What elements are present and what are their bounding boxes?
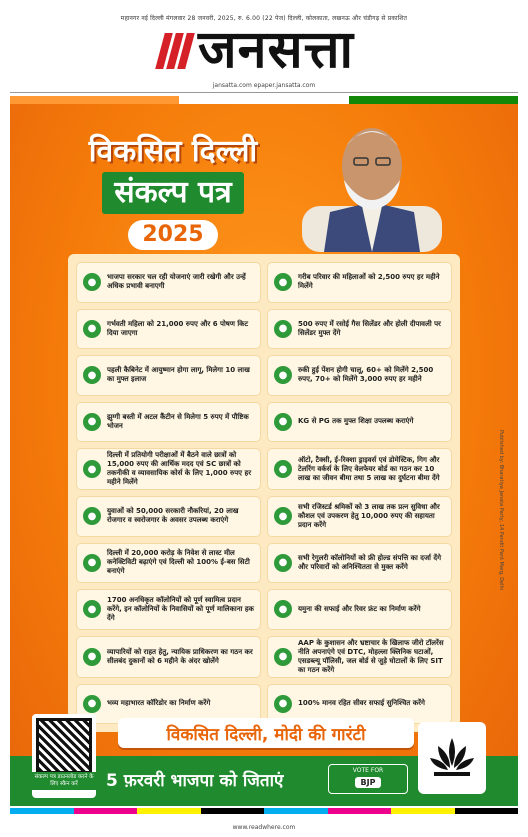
promise-card	[267, 448, 452, 490]
promise-icon: ●	[274, 413, 292, 431]
promise-text: KG से PG तक मुफ्त शिक्षा उपलब्ध कराएंगे	[298, 417, 414, 426]
promise-card	[267, 543, 452, 584]
promise-text: 100% मानव रहित सीवर सफाई सुनिश्चित करेंगे	[298, 699, 425, 708]
ad-year: 2025	[128, 220, 217, 250]
promise-icon: ●	[274, 320, 292, 338]
masthead-dateline: महानगर नई दिल्ली मंगलवार 28 जनवरी, 2025, रु. 6.00 (22 पेज) दिल्ली, कोलकाता, लखनऊ और चंडीगढ़ से प्रकाशित	[120, 15, 408, 22]
qr-caption: संकल्प पत्र डाउनलोड करने के लिए स्कैन करें	[32, 772, 96, 790]
promise-text: व्यापारियों को राहत हेतु, न्यायिक प्राधिकरण का गठन कर सीलबंद दुकानों को 6 महीने के अंदर खोलेंगे	[107, 647, 253, 665]
promise-icon: ●	[83, 413, 101, 431]
promise-card	[76, 448, 261, 490]
promise-text: झुग्गी बस्ती में अटल कैंटीन से मिलेगा 5 रुपए में पौष्टिक भोजन	[107, 412, 249, 430]
promise-icon: ●	[274, 507, 292, 525]
promise-card	[76, 402, 261, 443]
masthead-title: जनसत्ता	[198, 19, 354, 80]
vote-for-party: BJP	[355, 777, 382, 788]
lotus-logo	[418, 722, 486, 794]
promise-card	[267, 309, 452, 350]
leader-portrait	[292, 110, 452, 252]
promise-card	[76, 355, 261, 396]
promise-icon: ●	[83, 460, 101, 478]
promise-icon: ●	[83, 320, 101, 338]
masthead-url: jansatta.com epaper.jansatta.com	[212, 82, 316, 89]
ad-title-line1: विकसित दिल्ली	[88, 134, 258, 169]
qr-pattern	[36, 718, 92, 774]
masthead-logo	[160, 19, 422, 80]
bjp-advertisement	[10, 96, 518, 806]
promise-text: 1700 अनधिकृत कॉलोनियों को पूर्ण स्वामित्व प्रदान करेंगे, इन कॉलोनियों के निवासियों को पूर्ण मालिकाना हक देंगे	[107, 595, 254, 622]
promise-text: भाजपा सरकार चल रही योजनाएं जारी रखेगी और उन्हें अधिक प्रभावी बनाएगी	[107, 273, 246, 291]
masthead-divider	[10, 92, 518, 93]
promise-icon: ●	[83, 554, 101, 572]
promise-icon: ●	[83, 366, 101, 384]
promise-text: ऑटो, टैक्सी, ई-रिक्शा ड्राइवर्स एवं डोमेस्टिक, गिग और टेलरिंग वर्कर्स के लिए वेलफेयर बोर्ड का गठन कर 10 लाख का जीवन बीमा तथा 5 लाख का दुर्घटना बीमा देंगे	[298, 455, 440, 482]
lotus-icon	[426, 732, 478, 784]
promise-text: 500 रुपए में रसोई गैस सिलेंडर और होली दीपावली पर सिलेंडर मुफ्त देंगे	[298, 319, 441, 337]
color-calibration-bar	[10, 808, 518, 814]
tricolor-strip	[10, 96, 518, 104]
promise-icon: ●	[274, 554, 292, 572]
promise-icon: ●	[274, 366, 292, 384]
promise-text: सभी रजिस्टर्ड श्रमिकों को 3 लाख तक प्रत्न सुविधा और कौशल एवं उपकरण हेतु 10,000 रुपए की सहायता प्रदान करेंगे	[298, 502, 440, 529]
promise-text: गरीब परिवार की महिलाओं को 2,500 रुपए हर महीने मिलेंगे	[298, 273, 440, 291]
promise-icon: ●	[83, 273, 101, 291]
promise-card	[76, 543, 261, 584]
promise-text: भव्य महाभारत कॉरिडोर का निर्माण करेंगे	[107, 699, 211, 708]
promise-icon: ●	[274, 648, 292, 666]
promise-text: पहली कैबिनेट में आयुष्मान होगा लागू, मिलेगा 10 लाख का मुफ्त इलाज	[107, 366, 250, 384]
promise-card	[76, 496, 261, 537]
promise-text: गर्भवती महिला को 21,000 रुपए और 6 पोषण किट दिया जाएगा	[107, 319, 249, 337]
promise-icon: ●	[83, 648, 101, 666]
promise-icon: ●	[274, 600, 292, 618]
promise-card	[267, 355, 452, 396]
promise-card	[267, 262, 452, 303]
promise-card	[267, 589, 452, 630]
promise-icon: ●	[83, 695, 101, 713]
promise-icon: ●	[83, 600, 101, 618]
promise-card	[76, 589, 261, 630]
promise-text: यमुना की सफाई और रिवर फ्रंट का निर्माण करेंगे	[298, 604, 421, 613]
logo-mark-icon	[160, 25, 194, 75]
promise-text: युवाओं को 50,000 सरकारी नौकरियां, 20 लाख रोजगार व स्वरोजगार के अवसर उपलब्ध कराएंगे	[107, 507, 239, 525]
vote-for-label: VOTE FOR	[352, 767, 384, 774]
promise-card	[267, 496, 452, 537]
promise-card	[267, 402, 452, 443]
promise-text: रुकी हुई पेंशन होगी चालू, 60+ को मिलेंगे 2,500 रुपए, 70+ को मिलेंगे 3,000 रुपए हर महीने	[298, 366, 434, 384]
footer-url[interactable]: www.readwhere.com	[232, 824, 296, 831]
guarantee-banner: विकसित दिल्ली, मोदी की गारंटी	[118, 718, 414, 748]
promise-card	[267, 636, 452, 678]
promise-icon: ●	[274, 460, 292, 478]
promise-card	[76, 636, 261, 678]
promise-icon: ●	[274, 695, 292, 713]
promise-text: AAP के कुशासन और भ्रष्टाचार के खिलाफ जीरो टॉलरेंस नीति अपनाएंगे एवं DTC, मोहल्ला क्लिनिक घटाओं, एसडब्ल्यू पॉलिसी, जल बोर्ड से जुड़े घोटालों के लिए SIT का गठन करेंगे	[298, 638, 444, 674]
promise-card	[76, 309, 261, 350]
vote-call: 5 फ़रवरी भाजपा को जिताएं	[106, 771, 284, 791]
promise-card	[76, 262, 261, 303]
ad-title-line2: संकल्प पत्र	[102, 172, 243, 214]
promise-text: दिल्ली में 20,000 करोड़ के निवेश से लास्ट मील कनेक्टिविटी बढ़ाएंगे एवं दिल्ली को 100% ई-बस सिटी बनाएंगे	[107, 549, 250, 576]
ad-title-block	[68, 134, 278, 250]
vote-for-badge	[328, 764, 408, 794]
promise-text: सभी रेगुलरी कॉलोनियों को फ्री होल्ड संपत्ति का दर्जा देंगे और परिवारों को अनिश्चितता से मुक्त करेंगे	[298, 553, 442, 571]
promise-icon: ●	[274, 273, 292, 291]
publisher-credit: Published by: Bharatiya Janata Party, 14 Pandit Pant Marg, Delhi	[498, 430, 504, 591]
promise-grid	[68, 254, 460, 732]
promise-text: दिल्ली में प्रतियोगी परीक्षाओं में बैठने वाले छात्रों को 15,000 रुपए की आर्थिक मदद एवं SC छात्रों को तकनीकी व व्यावसायिक कोर्स के लिए 1,000 रुपए हर महीने मिलेंगे	[107, 451, 252, 486]
promise-icon: ●	[83, 507, 101, 525]
